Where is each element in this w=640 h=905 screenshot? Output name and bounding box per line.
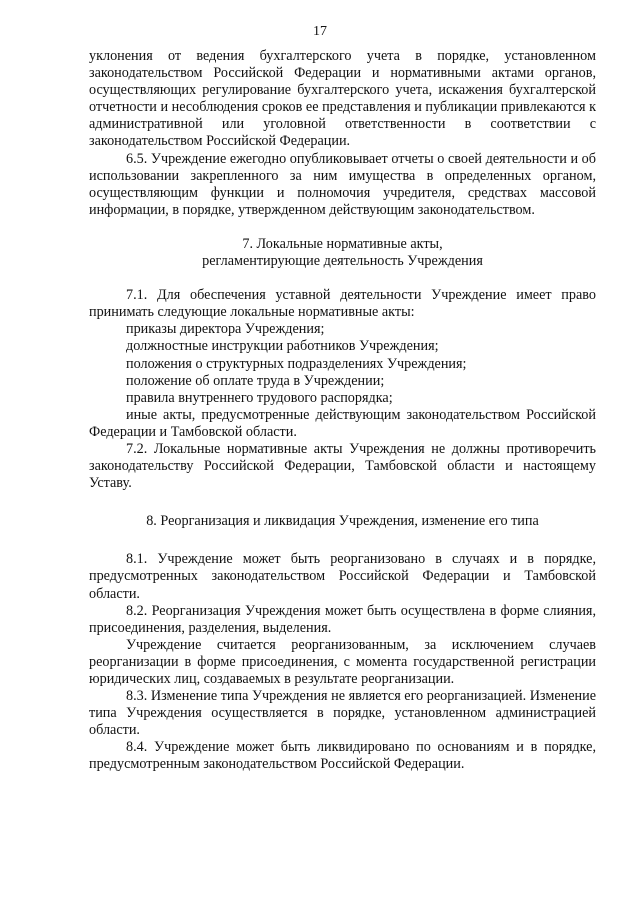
paragraph-8-4: 8.4. Учреждение может быть ликвидировано по основаниям и в порядке, предусмотренным законодательством Российской Федерации. <box>89 739 596 773</box>
document-body <box>89 48 596 774</box>
section-7-heading-line2: регламентирующие деятельность Учреждения <box>202 253 483 270</box>
paragraph-7-1-other-acts: иные акты, предусмотренные действующим законодательством Российской Федерации и Тамбовской области. <box>89 406 596 440</box>
section-8-heading: 8. Реорганизация и ликвидация Учреждения, изменение его типа <box>146 513 539 530</box>
paragraph-7-2: 7.2. Локальные нормативные акты Учреждения не должны противоречить законодательству Российской Федерации, Тамбовской области и настоящему Уставу. <box>89 440 596 492</box>
paragraph-8-2-reorganized: Учреждение считается реорганизованным, за исключением случаев реорганизации в форме присоединения, с момента государственной регистрации юридических лиц, создаваемых в результате реорганизации. <box>89 636 596 687</box>
paragraph-8-2: 8.2. Реорганизация Учреждения может быть осуществлена в форме слияния, присоединения, разделения, выделения. <box>89 602 596 636</box>
list-item: правила внутреннего трудового распорядка; <box>126 389 393 406</box>
paragraph-7-1: 7.1. Для обеспечения уставной деятельности Учреждение имеет право принимать следующие локальные нормативные акты: <box>89 287 596 321</box>
paragraph-8-1: 8.1. Учреждение может быть реорганизовано в случаях и в порядке, предусмотренных законодательством Российской Федерации и Тамбовской области. <box>89 551 596 602</box>
list-item: приказы директора Учреждения; <box>126 321 325 338</box>
list-item: положения о структурных подразделениях Учреждения; <box>126 355 467 372</box>
page-number: 17 <box>313 24 327 39</box>
section-7-heading-line1: 7. Локальные нормативные акты, <box>242 235 443 252</box>
paragraph-6-5: 6.5. Учреждение ежегодно опубликовывает отчеты о своей деятельности и об использовании закрепленного за ним имущества в определенных органом, осуществляющим функции и полномочия учредителя, средствах массовой информации, в порядке, утвержденном действующим законодательством. <box>89 150 596 218</box>
list-item: должностные инструкции работников Учреждения; <box>126 338 439 355</box>
list-item: положение об оплате труда в Учреждении; <box>126 372 385 389</box>
paragraph-8-3: 8.3. Изменение типа Учреждения не является его реорганизацией. Изменение типа Учреждения осуществляется в порядке, установленном администрацией области. <box>89 688 596 739</box>
paragraph-continuation: уклонения от ведения бухгалтерского учета в порядке, установленном законодательством Российской Федерации и нормативными актами органов, осуществляющих регулирование бухгалтерского учета, искажения бухгалтерской отчетности и несоблюдения сроков ее представления и публикации привлекаются к административной или уголовной ответственности в соответствии с законодательством Российской Федерации. <box>89 48 596 150</box>
